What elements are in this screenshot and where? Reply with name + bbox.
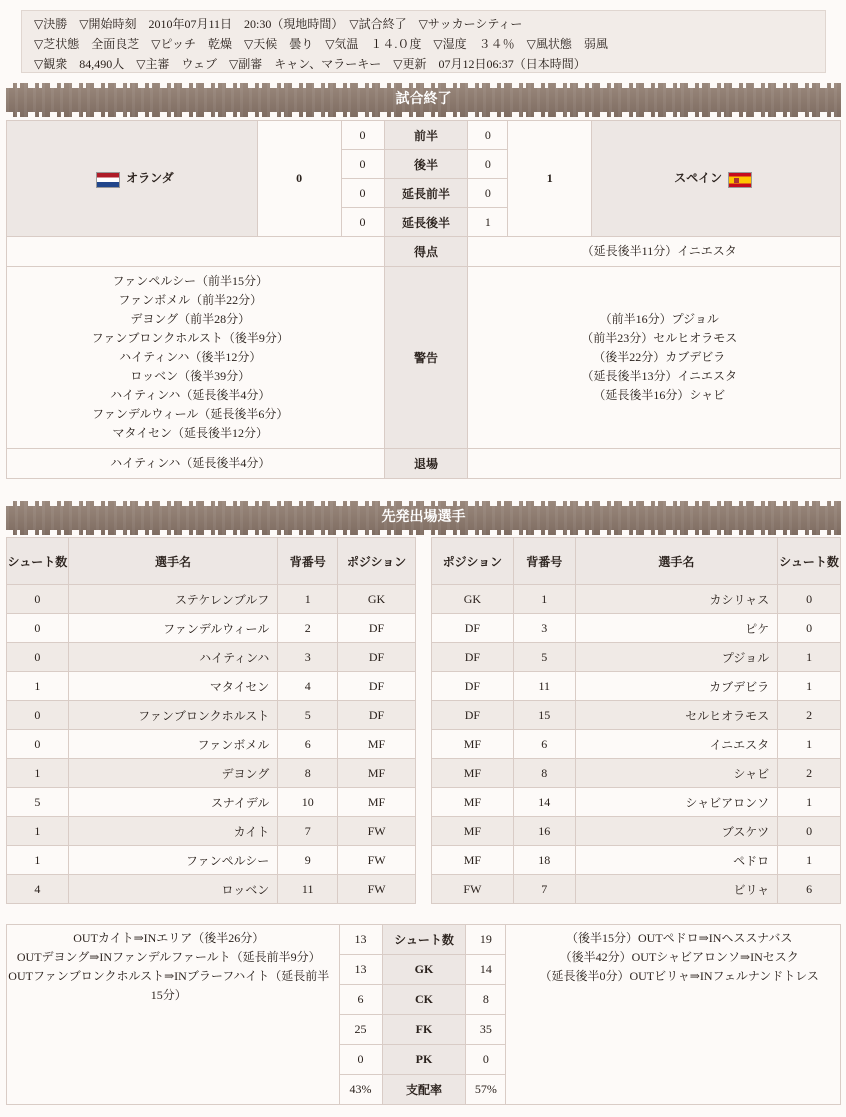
away-team <box>592 121 841 237</box>
table-row <box>432 643 841 672</box>
sendoff-home: ハイティンハ（延長後半4分） <box>7 449 385 479</box>
player-position: GK <box>432 585 514 614</box>
player-position: FW <box>338 875 416 904</box>
caution-item: ファンデルウィール（延長後半6分） <box>92 407 289 421</box>
player-position: MF <box>338 788 416 817</box>
caution-label: 警告 <box>384 267 468 449</box>
table-row <box>432 759 841 788</box>
player-position: MF <box>432 730 514 759</box>
player-name: ファンデルウィール <box>68 614 277 643</box>
player-shots: 1 <box>7 846 69 875</box>
player-shots: 0 <box>7 614 69 643</box>
table-row <box>7 817 416 846</box>
home-score: 0 <box>257 121 341 237</box>
period-home: 0 <box>341 179 384 208</box>
header-name: 選手名 <box>575 538 777 585</box>
player-position: MF <box>432 788 514 817</box>
player-shots: 0 <box>7 730 69 759</box>
lineup-banner: 先発出場選手 <box>6 501 841 535</box>
period-away: 0 <box>468 179 508 208</box>
header-position: ポジション <box>338 538 416 585</box>
caution-item: ロッベン（後半39分） <box>130 369 251 383</box>
period-away: 1 <box>468 208 508 237</box>
table-row <box>7 585 416 614</box>
caution-item: ハイティンハ（延長後半4分） <box>110 388 271 402</box>
player-shots: 1 <box>778 643 841 672</box>
player-position: MF <box>338 759 416 788</box>
player-shots: 1 <box>778 788 841 817</box>
home-team <box>7 121 258 237</box>
away-team-name: スペイン <box>674 171 723 186</box>
player-number: 8 <box>278 759 338 788</box>
caution-item: （延長後半13分）イニエスタ <box>581 369 737 383</box>
table-row <box>7 701 416 730</box>
caution-item: ハイティンハ（後半12分） <box>119 350 262 364</box>
period-label: 前半 <box>384 121 468 150</box>
stat-home: 0 <box>339 1045 382 1075</box>
table-row <box>432 817 841 846</box>
goals-home <box>7 237 385 267</box>
stat-label: FK <box>382 1015 466 1045</box>
period-label: 延長前半 <box>384 179 468 208</box>
player-number: 14 <box>513 788 575 817</box>
player-number: 15 <box>513 701 575 730</box>
home-lineup-table <box>6 537 416 904</box>
away-lineup-body <box>432 585 841 904</box>
table-row <box>432 875 841 904</box>
player-number: 9 <box>278 846 338 875</box>
player-shots: 1 <box>778 730 841 759</box>
caution-item: ファンブロンクホルスト（後半9分） <box>91 331 289 345</box>
stat-home: 13 <box>339 925 382 955</box>
player-position: MF <box>432 759 514 788</box>
stat-label: 支配率 <box>382 1075 466 1105</box>
substitution-item: OUTファンブロンクホルスト⇒INブラーフハイト（延長前半15分） <box>8 969 330 1002</box>
player-name: カシリャス <box>575 585 777 614</box>
sendoff-label: 退場 <box>384 449 468 479</box>
info-line: ▽観衆 84,490人 ▽主審 ウェブ ▽副審 キャン、マラーキー ▽更新 07月12日06:37（日本時間） <box>34 57 586 71</box>
table-row <box>432 846 841 875</box>
header-number: 背番号 <box>513 538 575 585</box>
player-number: 6 <box>278 730 338 759</box>
table-row <box>7 672 416 701</box>
player-number: 1 <box>278 585 338 614</box>
player-position: FW <box>338 846 416 875</box>
period-away: 0 <box>468 121 508 150</box>
player-number: 3 <box>278 643 338 672</box>
caution-item: ファンペルシー（前半15分） <box>112 274 268 288</box>
stat-away: 57% <box>466 1075 506 1105</box>
match-info-box <box>21 10 826 73</box>
stat-home: 25 <box>339 1015 382 1045</box>
player-name: カイト <box>68 817 277 846</box>
player-name: ビリャ <box>575 875 777 904</box>
player-number: 3 <box>513 614 575 643</box>
player-number: 5 <box>513 643 575 672</box>
table-row <box>7 643 416 672</box>
player-shots: 1 <box>778 846 841 875</box>
player-position: DF <box>432 643 514 672</box>
caution-item: （延長後半16分）シャビ <box>593 388 726 402</box>
header-number: 背番号 <box>278 538 338 585</box>
player-shots: 2 <box>778 701 841 730</box>
player-position: DF <box>432 672 514 701</box>
player-name: プジョル <box>575 643 777 672</box>
player-position: MF <box>338 730 416 759</box>
caution-item: （前半23分）セルヒオラモス <box>581 331 738 345</box>
player-name: ファンブロンクホルスト <box>68 701 277 730</box>
player-position: DF <box>432 701 514 730</box>
player-number: 4 <box>278 672 338 701</box>
player-name: マタイセン <box>68 672 277 701</box>
player-name: ピケ <box>575 614 777 643</box>
player-number: 11 <box>278 875 338 904</box>
player-position: FW <box>338 817 416 846</box>
stat-away: 8 <box>466 985 506 1015</box>
player-name: ファンボメル <box>68 730 277 759</box>
period-home: 0 <box>341 208 384 237</box>
player-shots: 0 <box>7 585 69 614</box>
player-position: MF <box>432 817 514 846</box>
player-number: 6 <box>513 730 575 759</box>
stat-label: PK <box>382 1045 466 1075</box>
stat-away: 0 <box>466 1045 506 1075</box>
caution-item: デヨング（前半28分） <box>130 312 251 326</box>
substitutions-away <box>506 925 841 1105</box>
player-number: 7 <box>513 875 575 904</box>
player-shots: 1 <box>7 672 69 701</box>
caution-item: マタイセン（延長後半12分） <box>112 426 268 440</box>
player-name: セルヒオラモス <box>575 701 777 730</box>
away-score: 1 <box>508 121 592 237</box>
header-name: 選手名 <box>68 538 277 585</box>
table-row <box>432 788 841 817</box>
stat-label: CK <box>382 985 466 1015</box>
sendoff-away <box>468 449 841 479</box>
player-name: ロッベン <box>68 875 277 904</box>
table-row <box>7 730 416 759</box>
player-number: 8 <box>513 759 575 788</box>
info-line: ▽芝状態 全面良芝 ▽ピッチ 乾燥 ▽天候 曇り ▽気温 １４.０度 ▽湿度 ３４％ ▽風状態 弱風 <box>34 37 608 51</box>
home-lineup-body <box>7 585 416 904</box>
player-name: イニエスタ <box>575 730 777 759</box>
player-shots: 1 <box>778 672 841 701</box>
table-row <box>432 672 841 701</box>
player-shots: 6 <box>778 875 841 904</box>
player-shots: 0 <box>778 817 841 846</box>
player-shots: 0 <box>7 643 69 672</box>
player-number: 10 <box>278 788 338 817</box>
player-name: スナイデル <box>68 788 277 817</box>
stat-away: 35 <box>466 1015 506 1045</box>
table-row <box>7 788 416 817</box>
player-position: DF <box>338 672 416 701</box>
substitution-item: OUTデヨング⇒INファンデルファールト（延長前半9分） <box>16 950 321 964</box>
player-number: 11 <box>513 672 575 701</box>
stat-home: 6 <box>339 985 382 1015</box>
player-number: 18 <box>513 846 575 875</box>
table-row <box>432 585 841 614</box>
period-label: 後半 <box>384 150 468 179</box>
match-status-banner: 試合終了 <box>6 83 841 117</box>
spain-flag-icon <box>728 172 752 188</box>
player-shots: 5 <box>7 788 69 817</box>
player-name: シャビ <box>575 759 777 788</box>
player-position: DF <box>338 701 416 730</box>
table-row <box>432 730 841 759</box>
header-position: ポジション <box>432 538 514 585</box>
table-row <box>7 875 416 904</box>
player-shots: 1 <box>7 759 69 788</box>
table-row <box>7 925 841 955</box>
netherlands-flag-icon <box>96 172 120 188</box>
player-position: DF <box>338 643 416 672</box>
player-number: 16 <box>513 817 575 846</box>
stat-home: 43% <box>339 1075 382 1105</box>
stat-label: シュート数 <box>382 925 466 955</box>
away-lineup-table <box>431 537 841 904</box>
goal-label: 得点 <box>384 237 468 267</box>
player-position: DF <box>432 614 514 643</box>
caution-item: ファンボメル（前半22分） <box>118 293 263 307</box>
player-shots: 0 <box>778 614 841 643</box>
player-shots: 0 <box>7 701 69 730</box>
player-position: GK <box>338 585 416 614</box>
table-row <box>7 614 416 643</box>
stat-home: 13 <box>339 955 382 985</box>
goals-away: （延長後半11分）イニエスタ <box>468 237 841 267</box>
caution-item: （前半16分）プジョル <box>599 312 719 326</box>
player-position: MF <box>432 846 514 875</box>
player-name: ステケレンブルフ <box>68 585 277 614</box>
table-row <box>7 759 416 788</box>
player-name: ファンペルシー <box>68 846 277 875</box>
header-shots: シュート数 <box>778 538 841 585</box>
period-home: 0 <box>341 121 384 150</box>
info-line: ▽決勝 ▽開始時刻 2010年07月11日 20:30（現地時間） ▽試合終了 ▽サッカーシティー <box>34 17 523 31</box>
period-label: 延長後半 <box>384 208 468 237</box>
player-name: カブデビラ <box>575 672 777 701</box>
table-row <box>432 614 841 643</box>
scoreboard <box>6 120 841 479</box>
player-position: FW <box>432 875 514 904</box>
player-number: 2 <box>278 614 338 643</box>
header-shots: シュート数 <box>7 538 69 585</box>
home-team-name: オランダ <box>126 171 174 186</box>
player-name: デヨング <box>68 759 277 788</box>
substitution-item: （延長後半0分）OUTビリャ⇒INフェルナンドトレス <box>539 969 819 983</box>
player-name: シャビアロンソ <box>575 788 777 817</box>
stat-away: 19 <box>466 925 506 955</box>
player-shots: 0 <box>778 585 841 614</box>
stats-table <box>6 924 841 1105</box>
player-shots: 4 <box>7 875 69 904</box>
player-shots: 1 <box>7 817 69 846</box>
substitution-item: （後半42分）OUTシャビアロンソ⇒INセスク <box>559 950 799 964</box>
table-row <box>432 701 841 730</box>
player-number: 5 <box>278 701 338 730</box>
caution-item: （後半22分）カブデビラ <box>593 350 726 364</box>
player-name: ブスケツ <box>575 817 777 846</box>
player-number: 7 <box>278 817 338 846</box>
period-home: 0 <box>341 150 384 179</box>
player-name: ハイティンハ <box>68 643 277 672</box>
period-away: 0 <box>468 150 508 179</box>
stat-label: GK <box>382 955 466 985</box>
player-number: 1 <box>513 585 575 614</box>
substitution-item: OUTカイト⇒INエリア（後半26分） <box>73 931 265 945</box>
player-position: DF <box>338 614 416 643</box>
substitution-item: （後半15分）OUTペドロ⇒INヘススナバス <box>565 931 793 945</box>
cautions-home <box>7 267 385 449</box>
player-name: ペドロ <box>575 846 777 875</box>
cautions-away <box>468 267 841 449</box>
substitutions-home <box>7 925 340 1105</box>
table-row <box>7 846 416 875</box>
player-shots: 2 <box>778 759 841 788</box>
stat-away: 14 <box>466 955 506 985</box>
